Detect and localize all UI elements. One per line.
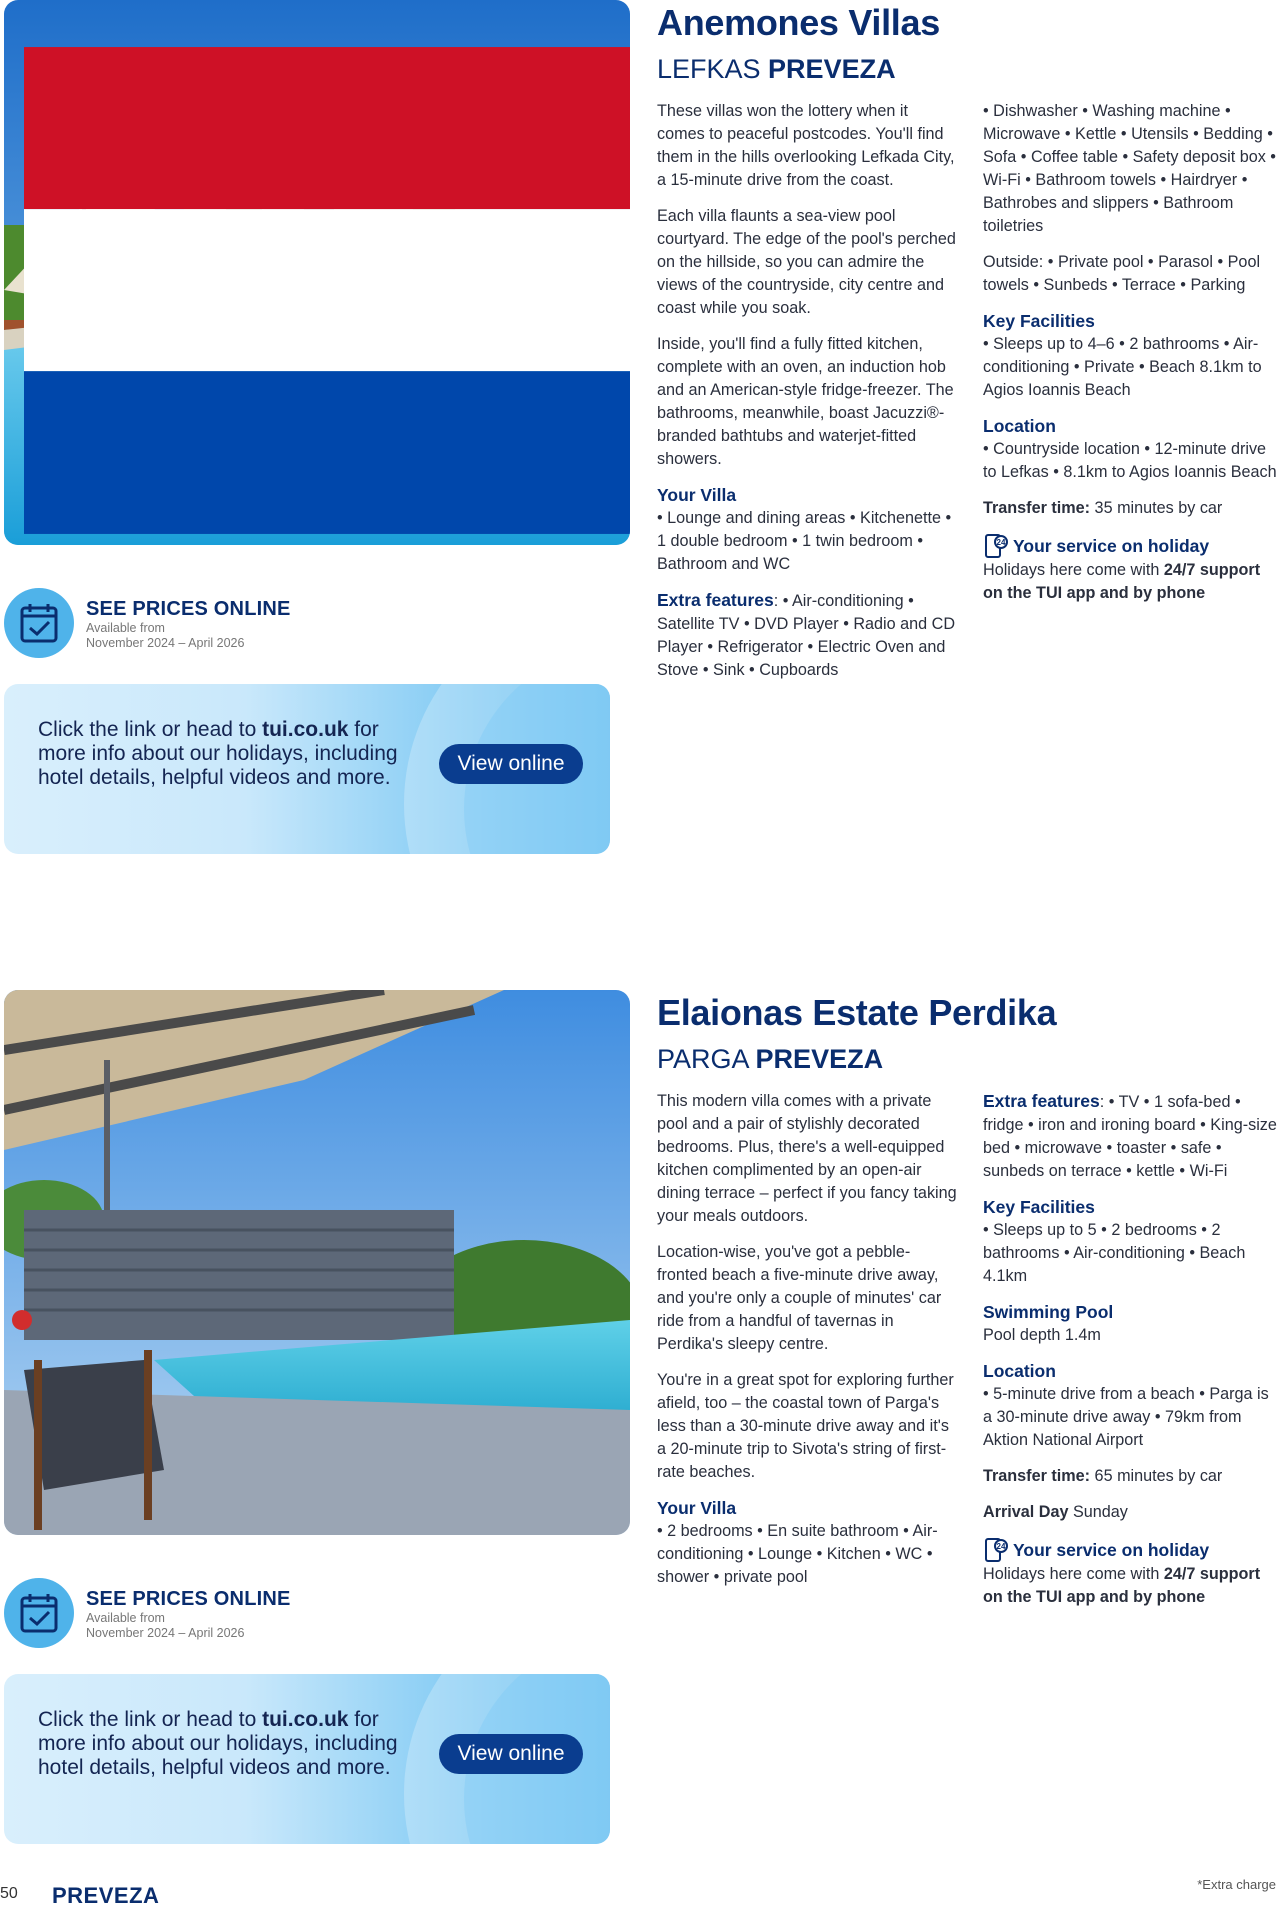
svg-text:24: 24 <box>996 538 1006 547</box>
amenities-text: • Dishwasher • Washing machine • Microwave • Kettle • Utensils • Bedding • Sofa • Coffee table • Safety deposit box • Wi-Fi • Bathroom towels • Hairdryer • Bathrobes and slippers • Bathroom toiletries <box>983 102 1276 235</box>
service-section <box>983 533 1280 605</box>
swimming-pool-heading: Swimming Pool <box>983 1302 1114 1322</box>
promo-text: Click the link or head to tui.co.uk for more info about our holidays, including hotel details, helpful videos and more. <box>38 718 398 789</box>
view-online-button[interactable]: View online <box>439 744 583 784</box>
service-text: Holidays here come with 24/7 support on the TUI app and by phone <box>983 1565 1261 1606</box>
your-villa-text: • Lounge and dining areas • Kitchenette • 1 double bedroom • 1 twin bedroom • Bathroom and WC <box>657 509 952 573</box>
villa-location: PARGA PREVEZA <box>657 1044 884 1074</box>
view-online-button[interactable]: View online <box>439 1734 583 1774</box>
view-online-promo <box>4 1674 610 1844</box>
availability-text <box>86 1611 244 1641</box>
promo-text: Click the link or head to tui.co.uk for more info about our holidays, including hotel details, helpful videos and more. <box>38 1708 398 1779</box>
available-label: Available from <box>86 621 165 635</box>
description-para: Each villa flaunts a sea-view pool courtyard. The edge of the pool's perched on the hillside, so you can admire the views of the countryside, city centre and coast while you soak. <box>657 207 956 317</box>
key-facilities-text: • Sleeps up to 4–6 • 2 bathrooms • Air-conditioning • Private • Beach 8.1km to Agios Ioannis Beach <box>983 335 1262 399</box>
description-para: These villas won the lottery when it comes to peaceful postcodes. You'll find them in the hills overlooking Lefkada City, a 15-minute drive from the coast. <box>657 102 955 189</box>
villa-title: Elaionas Estate Perdika <box>657 992 1057 1033</box>
available-range: November 2024 – April 2026 <box>86 636 245 650</box>
phone-support-icon <box>983 533 1009 559</box>
calendar-icon <box>4 588 74 658</box>
extra-charge-note: *Extra charge <box>1197 1877 1276 1892</box>
service-heading: Your service on holiday <box>1013 1539 1210 1560</box>
your-villa-heading: Your Villa <box>657 1498 737 1518</box>
key-facilities-section <box>983 310 1280 402</box>
see-prices-online <box>4 1578 624 1648</box>
facilities-column <box>983 1090 1280 1609</box>
key-facilities-text: • Sleeps up to 5 • 2 bedrooms • 2 bathrooms • Air-conditioning • Beach 4.1km <box>983 1221 1246 1285</box>
description-column <box>657 1090 957 1602</box>
phone-support-icon <box>983 1537 1009 1563</box>
available-label: Available from <box>86 1611 165 1625</box>
location-section <box>983 1360 1280 1452</box>
tui-link[interactable]: tui.co.uk <box>262 1708 349 1731</box>
section-title: PREVEZA <box>52 1883 160 1908</box>
location-section <box>983 415 1280 484</box>
key-facilities-section <box>983 1196 1280 1288</box>
see-prices-title: SEE PRICES ONLINE <box>86 598 291 620</box>
villa-title: Anemones Villas <box>657 2 940 43</box>
your-villa-text: • 2 bedrooms • En suite bathroom • Air-conditioning • Lounge • Kitchen • WC • shower • private pool <box>657 1522 938 1586</box>
villa-location: LEFKAS PREVEZA <box>657 54 896 84</box>
description-para: You're in a great spot for exploring further afield, too – the coastal town of Parga's less than a 30-minute drive away and it's a 20-minute trip to Sivota's string of first-rate beaches. <box>657 1371 954 1481</box>
transfer-time: Transfer time: 35 minutes by car <box>983 499 1223 517</box>
calendar-icon <box>4 1578 74 1648</box>
facilities-column <box>983 100 1280 605</box>
service-heading: Your service on holiday <box>1013 535 1210 556</box>
svg-text:24: 24 <box>996 1542 1006 1551</box>
villa-photo-terrace <box>4 990 630 1535</box>
location-heading: Location <box>983 416 1056 436</box>
outside-text: Outside: • Private pool • Parasol • Pool towels • Sunbeds • Terrace • Parking <box>983 253 1261 294</box>
extra-features-section: Extra features: • Air-conditioning • Satellite TV • DVD Player • Radio and CD Player • Refrigerator • Electric Oven and Stove • Sink • Cupboards <box>657 590 956 679</box>
your-villa-heading: Your Villa <box>657 485 737 505</box>
location-text: • Countryside location • 12-minute drive to Lefkas • 8.1km to Agios Ioannis Beach <box>983 440 1277 481</box>
location-text: • 5-minute drive from a beach • Parga is a 30-minute drive away • 79km from Aktion National Airport <box>983 1385 1269 1449</box>
description-para: This modern villa comes with a private pool and a pair of stylishly decorated bedrooms. Plus, there's a well-equipped kitchen complimented by an open-air dining terrace – perfect if you fancy taking your meals outdoors. <box>657 1092 957 1225</box>
view-online-promo <box>4 684 610 854</box>
see-prices-title: SEE PRICES ONLINE <box>86 1588 291 1610</box>
description-para: Inside, you'll find a fully fitted kitchen, complete with an oven, an induction hob and an American-style fridge-freezer. The bathrooms, meanwhile, boast Jacuzzi®-branded bathtubs and waterjet-fitted showers. <box>657 335 954 468</box>
your-villa-section <box>657 1497 957 1589</box>
availability-text <box>86 621 244 651</box>
extra-features-section: Extra features: • TV • 1 sofa-bed • fridge • iron and ironing board • King-size bed • microwave • toaster • safe • sunbeds on terrace • kettle • Wi-Fi <box>983 1091 1277 1180</box>
transfer-time: Transfer time: 65 minutes by car <box>983 1467 1223 1485</box>
key-facilities-heading: Key Facilities <box>983 1197 1095 1217</box>
key-facilities-heading: Key Facilities <box>983 311 1095 331</box>
your-villa-section <box>657 484 957 576</box>
villa-listing-anemones <box>0 0 1280 900</box>
arrival-day: Arrival Day Sunday <box>983 1503 1128 1521</box>
villa-listing-elaionas <box>0 990 1280 1890</box>
swimming-pool-section <box>983 1301 1280 1347</box>
description-para: Location-wise, you've got a pebble-fronted beach a five-minute drive away, and you're only a couple of minutes' car ride from a handful of tavernas in Perdika's sleepy centre. <box>657 1243 942 1353</box>
location-heading: Location <box>983 1361 1056 1381</box>
tui-link[interactable]: tui.co.uk <box>262 718 349 741</box>
description-column <box>657 100 957 695</box>
available-range: November 2024 – April 2026 <box>86 1626 245 1640</box>
service-text: Holidays here come with 24/7 support on the TUI app and by phone <box>983 561 1261 602</box>
villa-photo-pool <box>4 0 630 545</box>
swimming-pool-text: Pool depth 1.4m <box>983 1326 1101 1344</box>
flag-icon <box>24 18 630 545</box>
service-section <box>983 1537 1280 1609</box>
see-prices-online <box>4 588 624 658</box>
page-number: 50 <box>0 1885 18 1902</box>
